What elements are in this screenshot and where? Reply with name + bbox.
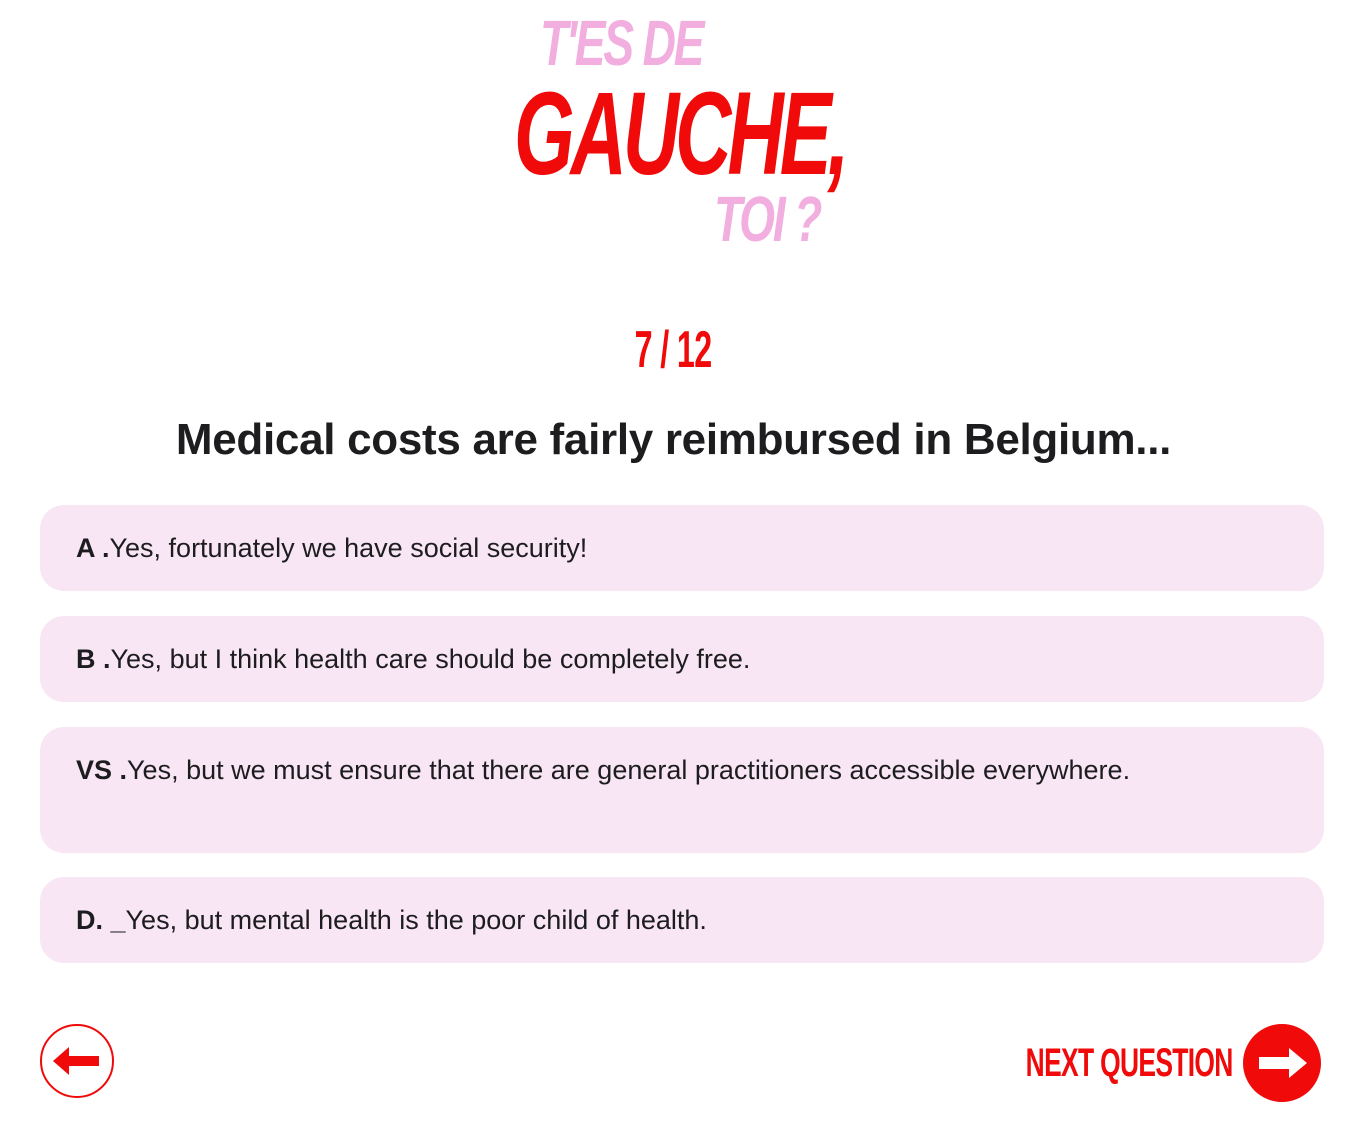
answer-letter: VS . [76,755,128,785]
question-title: Medical costs are fairly reimbursed in Belgium... [175,415,1172,464]
answer-text: Yes, fortunately we have social security! [109,533,588,563]
answer-option-b[interactable] [40,616,1324,702]
question-counter [0,320,1347,380]
arrow-right-icon [1257,1048,1307,1078]
arrow-left-icon [53,1047,101,1075]
next-question-circle[interactable] [1243,1024,1321,1102]
answer-option-a[interactable] [40,505,1324,591]
next-question-label: NEXT QUESTION [1025,1040,1233,1085]
answer-text: Yes, but we must ensure that there are general practitioners accessible everywhere. [127,755,1131,785]
answer-letter: D. _ [76,905,126,935]
answer-letter: B . [76,644,111,674]
answer-option-d[interactable] [40,877,1324,963]
logo-line-3: TOI ? [714,183,821,255]
answer-text: Yes, but I think health care should be completely free. [110,644,751,674]
answer-letter: A . [76,533,110,563]
previous-question-button[interactable] [40,1024,114,1098]
answer-text: Yes, but mental health is the poor child of health. [125,905,707,935]
site-logo [500,0,860,255]
logo-line-2: GAUCHE, [514,68,846,200]
question-counter-label: 7 / 12 [635,321,712,379]
logo-line-1: T'ES DE [540,7,703,79]
next-question-button[interactable] [919,1024,1321,1102]
answer-option-c[interactable] [40,727,1324,853]
